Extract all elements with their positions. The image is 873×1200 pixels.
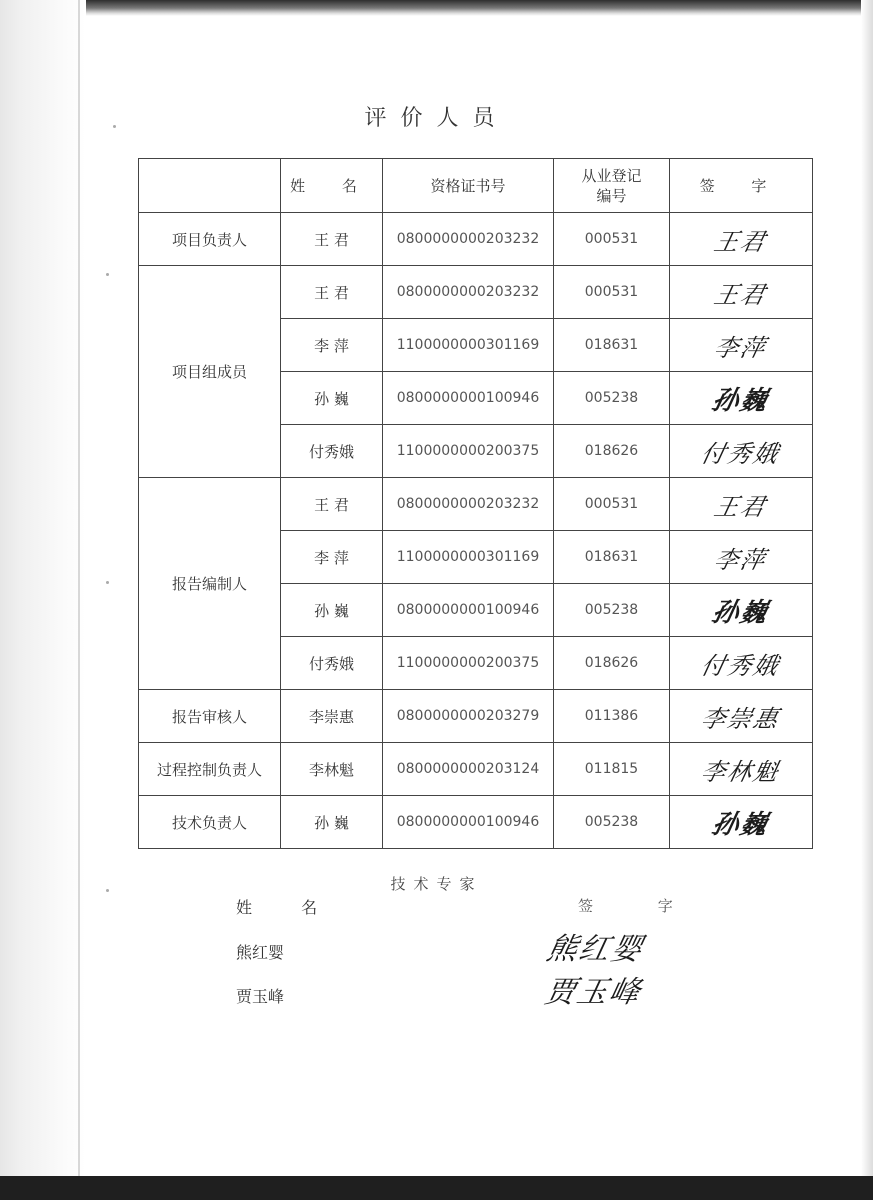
member-name: 孙 巍 (281, 372, 383, 425)
signature-cell (670, 425, 813, 478)
table-row (139, 213, 813, 266)
handwritten-signature: 孙巍 (709, 809, 772, 840)
registration-number: 018631 (554, 319, 670, 372)
handwritten-signature: 李萍 (711, 545, 770, 574)
signature-cell (670, 796, 813, 849)
signature-cell (670, 584, 813, 637)
member-name: 孙 巍 (281, 584, 383, 637)
experts-name-header: 姓 名 (236, 898, 340, 917)
handwritten-signature: 李萍 (711, 333, 770, 362)
certificate-number: 1100000000301169 (383, 531, 554, 584)
signature-cell (670, 319, 813, 372)
member-name: 李 萍 (281, 531, 383, 584)
table-row (139, 266, 813, 319)
handwritten-signature: 付秀娥 (698, 439, 783, 468)
header-registration: 从业登记 编号 (554, 159, 670, 213)
member-name: 李 萍 (281, 319, 383, 372)
role-cell: 技术负责人 (139, 796, 281, 849)
binding-line (78, 0, 80, 1200)
role-cell: 过程控制负责人 (139, 743, 281, 796)
registration-number: 011815 (554, 743, 670, 796)
certificate-number: 0800000000100946 (383, 796, 554, 849)
role-cell: 项目负责人 (139, 213, 281, 266)
signature-cell (670, 531, 813, 584)
certificate-number: 0800000000203232 (383, 266, 554, 319)
registration-number: 005238 (554, 584, 670, 637)
signature-cell (670, 637, 813, 690)
registration-number: 000531 (554, 266, 670, 319)
member-name: 王 君 (281, 266, 383, 319)
expert-signature: 熊红婴 (543, 932, 647, 967)
registration-number: 018626 (554, 425, 670, 478)
expert-signature: 贾玉峰 (541, 975, 645, 1010)
header-name: 姓 名 (281, 159, 383, 213)
handwritten-signature: 孙巍 (709, 597, 772, 628)
role-cell: 报告审核人 (139, 690, 281, 743)
staff-table (138, 158, 813, 849)
scan-dot (106, 273, 109, 276)
scan-top-edge (86, 0, 873, 16)
registration-number: 005238 (554, 796, 670, 849)
book-spine-shadow (0, 0, 86, 1200)
registration-number: 000531 (554, 213, 670, 266)
member-name: 王 君 (281, 213, 383, 266)
signature-cell (670, 266, 813, 319)
table-row (139, 690, 813, 743)
page-title: 评价人员 (364, 106, 509, 131)
handwritten-signature: 王君 (711, 280, 770, 309)
table-row (139, 743, 813, 796)
table-row (139, 478, 813, 531)
scan-bottom-edge (0, 1176, 873, 1200)
handwritten-signature: 王君 (711, 227, 770, 256)
certificate-number: 0800000000203232 (383, 478, 554, 531)
certificate-number: 1100000000200375 (383, 637, 554, 690)
certificate-number: 0800000000203124 (383, 743, 554, 796)
member-name: 李崇惠 (281, 690, 383, 743)
handwritten-signature: 王君 (711, 492, 770, 521)
certificate-number: 1100000000200375 (383, 425, 554, 478)
registration-number: 011386 (554, 690, 670, 743)
signature-cell (670, 690, 813, 743)
table-row (139, 796, 813, 849)
experts-title: 技术专家 (390, 875, 483, 893)
handwritten-signature: 李林魁 (698, 757, 783, 786)
registration-number: 018626 (554, 637, 670, 690)
certificate-number: 1100000000301169 (383, 319, 554, 372)
member-name: 孙 巍 (281, 796, 383, 849)
expert-name: 贾玉峰 (236, 987, 285, 1006)
scan-right-edge (861, 0, 873, 1200)
handwritten-signature: 李崇惠 (698, 704, 783, 733)
experts-signature-header: 签 字 (578, 897, 703, 915)
certificate-number: 0800000000203232 (383, 213, 554, 266)
member-name: 付秀娥 (281, 425, 383, 478)
role-cell: 项目组成员 (139, 266, 281, 478)
handwritten-signature: 孙巍 (709, 385, 772, 416)
member-name: 李林魁 (281, 743, 383, 796)
registration-number: 000531 (554, 478, 670, 531)
header-role-cell (139, 159, 281, 213)
table-header-row (139, 159, 813, 213)
member-name: 王 君 (281, 478, 383, 531)
scan-dot (106, 581, 109, 584)
certificate-number: 0800000000203279 (383, 690, 554, 743)
handwritten-signature: 付秀娥 (698, 651, 783, 680)
signature-cell (670, 372, 813, 425)
header-certificate: 资格证书号 (383, 159, 554, 213)
registration-number: 018631 (554, 531, 670, 584)
role-cell: 报告编制人 (139, 478, 281, 690)
registration-number: 005238 (554, 372, 670, 425)
signature-cell (670, 213, 813, 266)
member-name: 付秀娥 (281, 637, 383, 690)
signature-cell (670, 743, 813, 796)
certificate-number: 0800000000100946 (383, 372, 554, 425)
certificate-number: 0800000000100946 (383, 584, 554, 637)
expert-name: 熊红婴 (236, 943, 285, 962)
signature-cell (670, 478, 813, 531)
header-signature: 签 字 (670, 159, 813, 213)
